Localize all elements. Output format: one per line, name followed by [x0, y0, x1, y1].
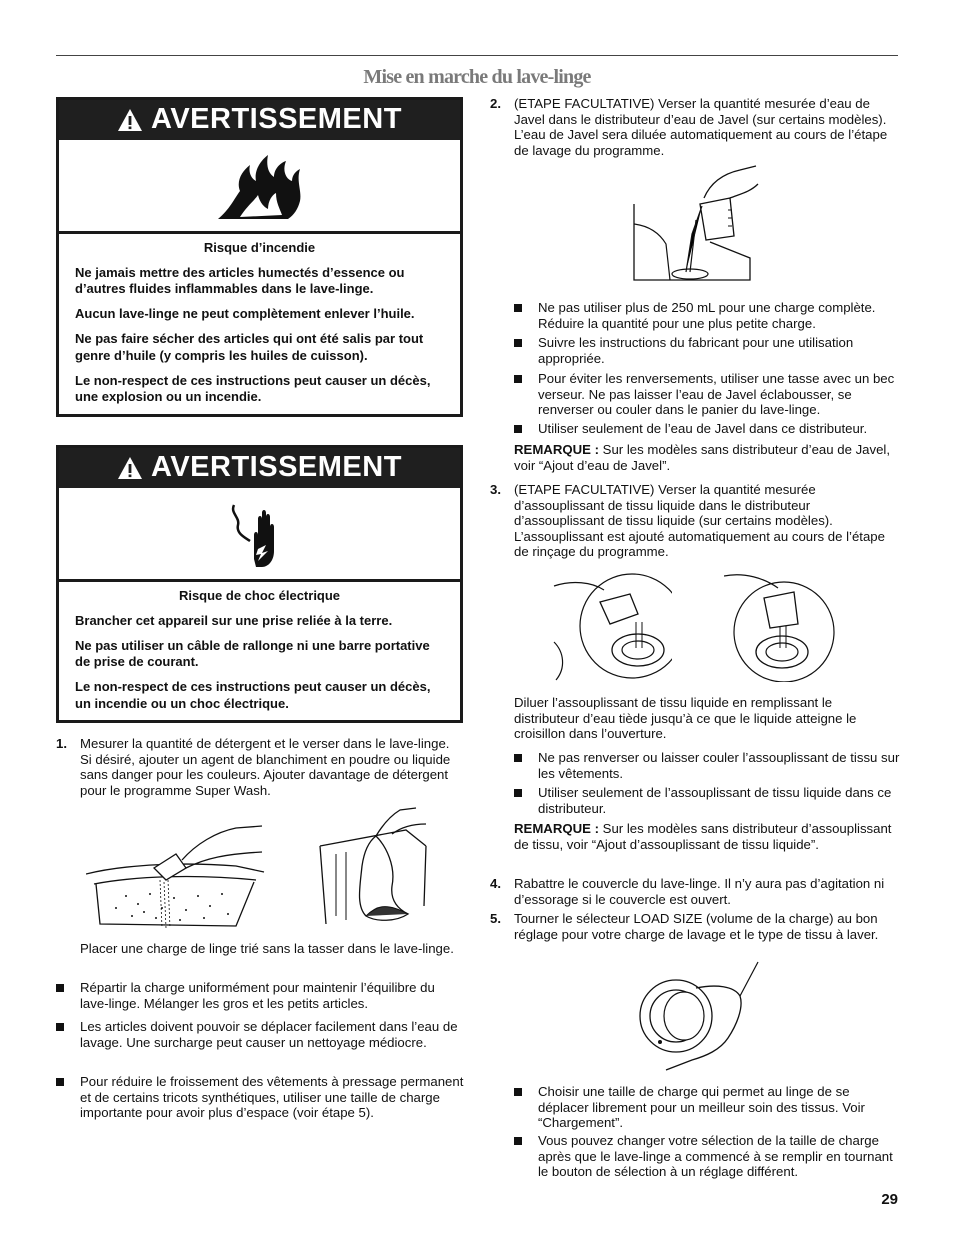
step-1: 1. Mesurer la quantité de détergent et le verser dans le lave-linge. Si désiré, ajouter un agent de blanchiment en poudre ou liquide sans danger pour les couleurs. Ajouter davantage de détergent pour le programme Super Wash. [56, 736, 451, 798]
load-clothes-illustration [316, 806, 436, 931]
bullet-item: Vous pouvez changer votre sélection de la taille de charge après que le lave-linge a commencé à se remplir en tournant le bouton de sélection à un réglage différent. [514, 1133, 900, 1180]
note-softener: REMARQUE : Sur les modèles sans distributeur d’assouplissant de tissu, voir “Ajout d’assouplissant de tissu liquide”. [514, 821, 892, 852]
note-bleach: REMARQUE : Sur les modèles sans distributeur d’eau de Javel, voir “Ajout d’eau de Javel”. [514, 442, 891, 473]
bullet-square [56, 1023, 64, 1031]
bullet-item: Utiliser seulement de l’eau de Javel dans ce distributeur. [514, 421, 900, 437]
warning-line: Aucun lave-linge ne peut complètement enlever l’huile. [75, 306, 415, 321]
detergent-pour-illustration [86, 824, 266, 934]
warning-line: Le non-respect de ces instructions peut causer un décès, une explosion ou un incendie. [75, 372, 431, 404]
electric-warning-body [59, 582, 460, 720]
bullet-square [514, 754, 522, 762]
warning-title: Risque d’incendie [203, 240, 316, 255]
warning-line: Ne pas utiliser un câble de rallonge ni une barre portative de prise de courant. [75, 637, 430, 669]
warning-line: Le non-respect de ces instructions peut causer un décès, un incendie ou un choc électrique. [75, 679, 431, 711]
bullet-square [56, 1078, 64, 1086]
bullet-item: Suivre les instructions du fabricant pour une utilisation appropriée. [514, 335, 900, 366]
bullet-item: Répartir la charge uniformément pour maintenir l’équilibre du lave-linge. Mélanger les gros et les petits articles. [56, 980, 464, 1011]
warning-title: Risque de choc électrique [178, 588, 341, 603]
bullet-square [514, 375, 522, 383]
bleach-pour-illustration [630, 164, 760, 288]
bullet-square [514, 1137, 522, 1145]
bullet-square [514, 339, 522, 347]
bullet-item: Pour éviter les renversements, utiliser une tasse avec un bec verseur. Ne pas laisser l’eau de Javel éclabousser, se renverser ou couler dans le panier du lave-linge. [514, 371, 900, 418]
electric-shock-icon [228, 499, 292, 569]
bullet-square [56, 984, 64, 992]
bullet-item: Utiliser seulement de l’assouplissant de tissu liquide dans ce distributeur. [514, 785, 900, 816]
warning-triangle-icon [117, 108, 143, 132]
warning-triangle-icon [117, 456, 143, 480]
fire-warning-body [59, 234, 460, 414]
bullet-item: Ne pas renverser ou laisser couler l’assouplissant de tissu sur les vêtements. [514, 750, 900, 781]
load-size-knob-illustration [636, 960, 760, 1074]
softener-cup-illustration [724, 572, 854, 682]
warning-line: Ne pas faire sécher des articles qui ont été salis par tout genre d’huile (y compris les huiles de cuisson). [75, 331, 424, 363]
bullet-square [514, 789, 522, 797]
electric-icon-area [59, 488, 460, 582]
step-2: 2. (ETAPE FACULTATIVE) Verser la quantité mesurée d’eau de Javel dans le distributeur d’eau de Javel (sur certains modèles). L’eau de Javel sera diluée automatiquement au cours de l’étape de lavage du programme. [490, 96, 888, 158]
load-instruction: Placer une charge de linge trié sans la tasser dans le lave-linge. [80, 941, 454, 956]
bullet-item: Ne pas utiliser plus de 250 mL pour une charge complète. Réduire la quantité pour une plus petite charge. [514, 300, 900, 331]
step-5: 5. Tourner le sélecteur LOAD SIZE (volume de la charge) au bon réglage pour votre charge de lavage et le type de tissu à laver. [490, 911, 879, 942]
step-4: 4. Rabattre le couvercle du lave-linge. Il n’y aura pas d’agitation ni d’essorage si le couvercle est ouvert. [490, 876, 885, 907]
electric-warning-box [56, 445, 463, 723]
dilute-instruction: Diluer l’assouplissant de tissu liquide en remplissant le distributeur d’eau tiède jusqu’à ce que le liquide atteigne le croisillon dans l’ouverture. [514, 695, 857, 742]
fire-icon-area [59, 140, 460, 234]
bullet-item: Les articles doivent pouvoir se déplacer facilement dans l’eau de lavage. Une surcharge peut causer un nettoyage médiocre. [56, 1019, 464, 1050]
warning-heading: AVERTISSEMENT [59, 100, 460, 140]
fire-icon [210, 151, 310, 221]
bullet-square [514, 1088, 522, 1096]
bullet-item: Pour réduire le froissement des vêtements à pressage permanent et de certains tricots synthétiques, utiliser une taille de charge importante pour avoir plus d’espace (voir étape 5). [56, 1074, 464, 1121]
section-title: Mise en marche du lave-linge [363, 66, 591, 88]
warning-line: Ne jamais mettre des articles humectés d’essence ou d’autres fluides inflammables dans le lave-linge. [75, 264, 405, 296]
bullet-square [514, 425, 522, 433]
warning-heading: AVERTISSEMENT [59, 448, 460, 488]
bullet-item: Choisir une taille de charge qui permet au linge de se déplacer librement pour un meilleur soin des tissus. Voir “Chargement”. [514, 1084, 900, 1131]
header-rule [56, 55, 898, 56]
bullet-square [514, 304, 522, 312]
softener-bottle-illustration [552, 572, 672, 682]
warning-line: Brancher cet appareil sur une prise reliée à la terre. [75, 612, 393, 628]
page-number: 29 [881, 1191, 898, 1208]
fire-warning-box [56, 97, 463, 417]
step-3: 3. (ETAPE FACULTATIVE) Verser la quantité mesurée d’assouplissant de tissu liquide dans le distributeur d’assouplissant de tissu liquide (sur certains modèles). L’assouplissant est ajouté automatiquement au cours de l’étape de rinçage du programme. [490, 482, 885, 560]
